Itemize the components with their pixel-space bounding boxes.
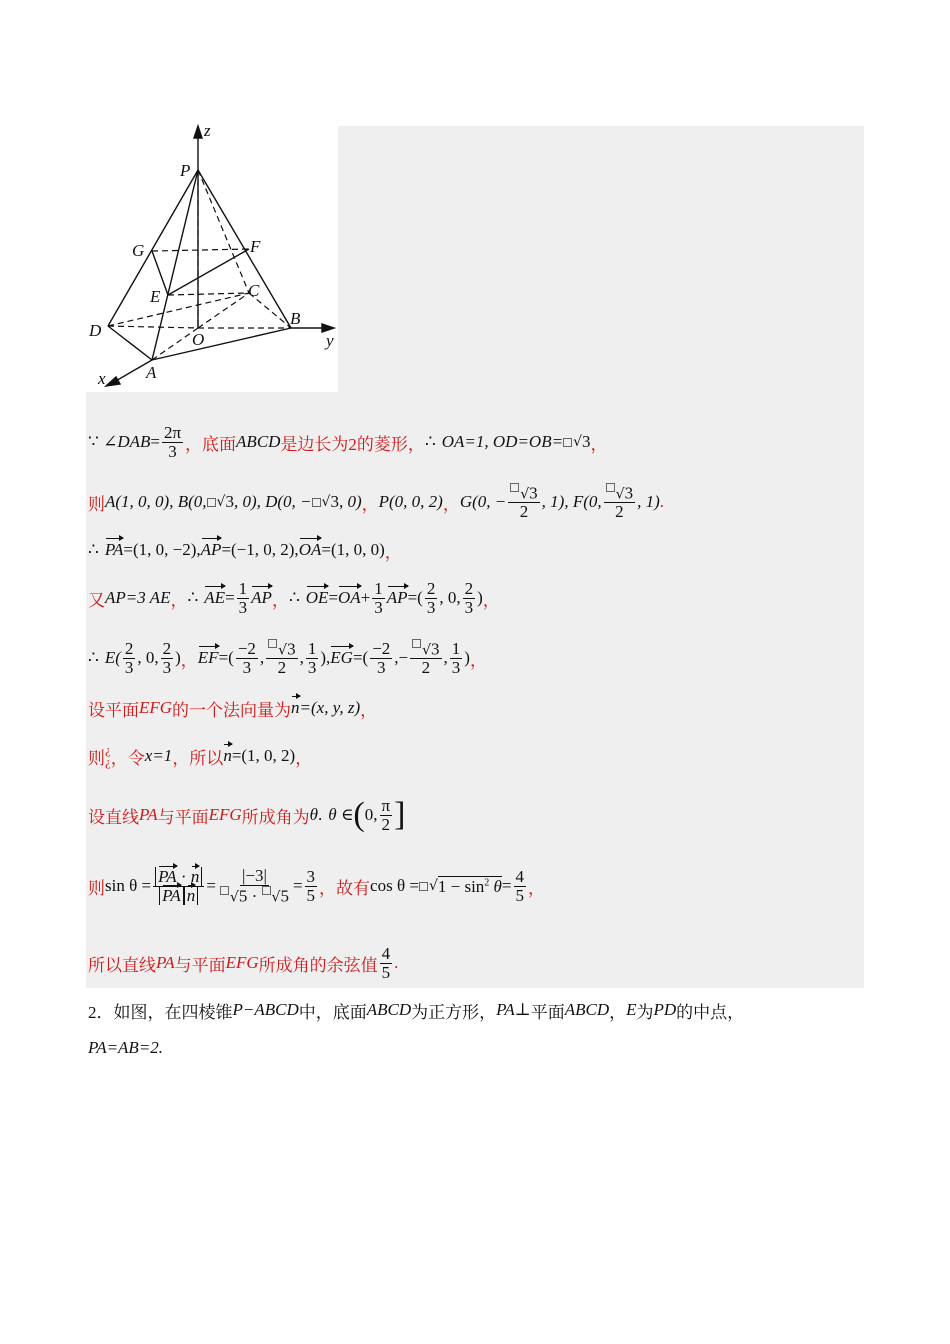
placeholder-box [312,498,321,507]
fraction-root3-2: $\frac{√3}{2}$ [266,639,297,677]
point-label-O: O [192,330,205,349]
fraction-root3-2: $\frac{√3}{2}$ [410,639,441,677]
fraction: $\frac{1}{3}$ [451,638,461,677]
problem-number: 2．如图，在四棱锥 [88,1002,233,1022]
text: 为 [636,1002,654,1022]
point-label-E: E [150,287,161,306]
fraction-root3-2: $\frac{√3}{2}$ [508,483,539,521]
problem-2-line-2 [88,1028,163,1068]
frac-den: 3 [168,441,177,461]
fraction-2-3: $\frac{2}{3}$ [124,638,134,677]
punct: . [317,805,323,824]
edge-EF [168,249,249,295]
vector-AE: AE [204,588,226,607]
frac-num: 2π [163,422,182,442]
vector-value: =(1, 0, 2) [231,746,296,765]
relation: OA=1, OD=OB= [441,432,564,451]
plus: + [360,588,371,607]
fraction: $\frac{1}{3}$ [307,638,317,677]
point-name: E [626,1000,637,1019]
vector-AP: AP [200,540,222,559]
vector-EG: EG [330,648,353,667]
punct: ， [482,590,500,610]
broken-glyph: ¿ ¿ [105,742,111,769]
solution-line-5: ∴ E( $\frac{2}{3}$ , 0, $\frac{2}{3}$ ) ， EF =( $\frac{-2}{3}$ , $\frac{√3}{2}$ , $\frac{1}{3}$ ), EG =( $\frac{-2}{3}$ ,− $\frac{√3}{2}$ , $\frac{1}{3}$ ) ， [88,638,487,678]
therefore-symbol: ∴ [88,648,99,667]
angle-name: DAB [117,432,151,451]
text: 所成角为 [241,807,310,827]
fraction: $\frac{-2}{3}$ [237,638,256,677]
solution-background-right [338,126,864,392]
because-symbol: ∵ ∠ [88,432,118,451]
therefore-symbol: ∴ [288,588,300,607]
equals: = [501,876,512,895]
vector-OE: OE [305,588,329,607]
segment-name: PD [653,1000,677,1019]
fraction: $\frac{-2}{3}$ [372,638,391,677]
paren: ) [464,648,470,667]
radicand: 3 [330,492,339,511]
solution-line-9 [88,858,545,914]
equals: = [150,432,160,451]
equals: = [292,876,303,895]
pyramid-figure [86,118,338,394]
fraction-1-3: $\frac{1}{3}$ [374,578,383,617]
punct: ， [271,590,289,610]
plane-name: ABCD [564,1000,610,1019]
coords-P: P(0, 0, 2) [378,492,443,511]
theta: θ [309,805,318,824]
coords-text: , 0, [439,588,461,607]
punct: ， [360,700,378,720]
coords-text: , 0, [137,648,159,667]
sqrt-sign: √ [428,878,438,894]
paren: =( [218,648,234,667]
text: ，所以 [172,748,224,768]
solution-line-1 [88,422,607,462]
text: 则 [88,878,105,898]
solution-line-7 [88,736,312,776]
punct: ， [170,590,188,610]
paren: ) [477,588,483,607]
equals: = [225,588,235,607]
z-axis-arrow [194,126,202,138]
coords-G: G(0, − [459,492,507,511]
vector-n: n [291,698,300,717]
base-name: ABCD [366,1000,412,1019]
therefore-symbol: ∴ [424,432,436,451]
coords-A-B: A(1, 0, 0), B(0, [105,492,207,511]
fraction-root3-2: $\frac{√3}{2}$ [604,483,635,521]
plane-name: EFG [139,698,173,717]
fraction-3-5: $\frac{3}{5}$ [306,866,316,905]
text: 又 [88,590,105,610]
fraction-1-3: $\frac{1}{3}$ [238,578,248,617]
punct: . [659,492,664,511]
text: ，故有 [319,878,371,898]
coords-F: , 1), F(0, [541,492,602,511]
theta-range: θ ∈ [328,805,354,824]
solution-line-2 [88,482,664,522]
segment-EC [168,293,249,295]
segment-GF [152,249,249,251]
text: 的一个法向量为 [172,700,292,720]
punct: ， [590,434,608,454]
solution-line-10 [88,940,398,986]
point-label-C: C [248,281,260,300]
problem-2-line-1 [88,990,744,1030]
line-name: PA [496,1000,515,1019]
text: 与平面 [157,807,209,827]
edge-DA [108,326,152,360]
equals: = [206,876,216,895]
text: 的中点， [676,1002,745,1022]
solution-line-3 [88,530,402,570]
axis-label-x: x [98,369,106,388]
vector-EF: EF [197,648,219,667]
pyramid-diagram [86,118,338,394]
solution-line-4 [88,578,500,618]
equals: =( [407,588,423,607]
radicand: 3 [225,492,234,511]
condition: AP=3 AE [105,588,171,607]
fraction-2pi-3 [162,424,183,461]
equals: = [328,588,339,607]
text: ，令 [110,748,145,768]
base-name: ABCD [236,432,281,451]
solution-line-6 [88,688,377,728]
x-axis-arrow [106,377,120,386]
point-label-G: G [132,241,145,260]
coords-E: E( [104,648,121,667]
punct: . [394,953,399,972]
punct: ， [442,494,460,514]
edge-AB [152,328,291,360]
plane-name: EFG [225,953,259,972]
text: 是边长为2的菱形， [280,434,425,454]
therefore-symbol: ∴ [187,588,199,607]
text: 设直线 [88,807,139,827]
radicand-expr: $1 - \sin^2 \theta$ [437,876,502,896]
line-name: PA [139,805,158,824]
paren: ) [175,648,181,667]
punct: ， [361,494,379,514]
fraction-4-5: $\frac{4}{5}$ [381,943,391,982]
coords-text: , 1) [637,492,660,511]
paren: ), [320,648,331,667]
sin-expr: sin θ = [105,876,152,895]
coords-D: , 0), D(0, − [233,492,312,511]
point-label-A: A [146,363,157,382]
point-label-D: D [89,321,102,340]
solution-line-8 [88,792,405,838]
segment-OC [198,293,249,328]
fraction-2-3: $\frac{2}{3}$ [426,578,436,617]
fraction-pi-2: $\frac{\pi}{2}$ [381,795,391,834]
text: 平面 [530,1002,565,1022]
text: 设平面 [88,700,139,720]
punct: ， [384,542,402,562]
paren: =( [352,648,369,667]
text: 所成角的余弦值 [258,955,378,975]
bracket: ] [394,796,406,833]
bracket: ( [353,796,365,833]
pyramid-name: P−ABCD [232,1000,299,1019]
placeholder-box [207,498,216,507]
punct: ， [528,878,545,898]
cos-expr: cos θ = [370,876,419,895]
fraction-4-5: $\frac{4}{5}$ [515,866,524,905]
text: 所以直线 [88,955,156,975]
sqrt-sign: √ [321,494,331,510]
fraction-2-3: $\frac{2}{3}$ [162,638,172,677]
text: 则 [88,748,105,768]
fraction-sin: $\frac{PA \cdot n}{\text{PA n}}$ [153,868,204,905]
text: 中，底面 [298,1002,367,1022]
plane-name: EFG [208,805,242,824]
vector-AP: AP [251,588,272,607]
vector-OA: OA [298,540,322,559]
text: 为正方形， [411,1002,497,1022]
vector-value: =(1, 0, 0) [321,540,385,559]
vector-n: n [223,746,232,765]
sqrt-sign: √ [573,434,582,450]
axis-label-z: z [204,121,211,140]
vector-OA: OA [338,588,361,607]
perp-symbol: ⊥ [514,1000,531,1019]
text: ，底面 [185,434,237,454]
condition: PA=AB=2. [88,1038,164,1057]
line-name: PA [156,953,175,972]
text: 则 [88,494,105,514]
fraction-2-3: $\frac{2}{3}$ [464,578,474,617]
condition: x=1 [144,746,173,765]
segment-DO [108,326,198,328]
point-label-P: P [180,161,191,180]
range-start: 0, [364,805,378,824]
placeholder-box [563,438,572,447]
axis-label-y: y [326,331,334,350]
punct: ， [609,1002,627,1022]
point-label-F: F [250,237,261,256]
therefore-symbol: ∴ [88,540,99,559]
sqrt-sign: √ [216,494,226,510]
vector-value: =(1, 0, −2), [123,540,201,559]
vector-AP: AP [386,588,408,607]
vector-value: =(x, y, z) [299,698,361,717]
point-label-B: B [290,309,301,328]
punct: ， [469,650,487,670]
edge-DC [108,293,249,326]
radicand: 3 [581,432,591,451]
punct: ， [295,748,313,768]
punct: ， [180,650,198,670]
vector-PA: PA [104,540,124,559]
fraction-abs: $\frac{|-3|}{√5 \cdot √5}$ [218,867,291,905]
vector-value: =(−1, 0, 2), [221,540,299,559]
edge-PC [198,170,249,293]
text: 与平面 [174,955,226,975]
coords-text: , 0) [338,492,362,511]
